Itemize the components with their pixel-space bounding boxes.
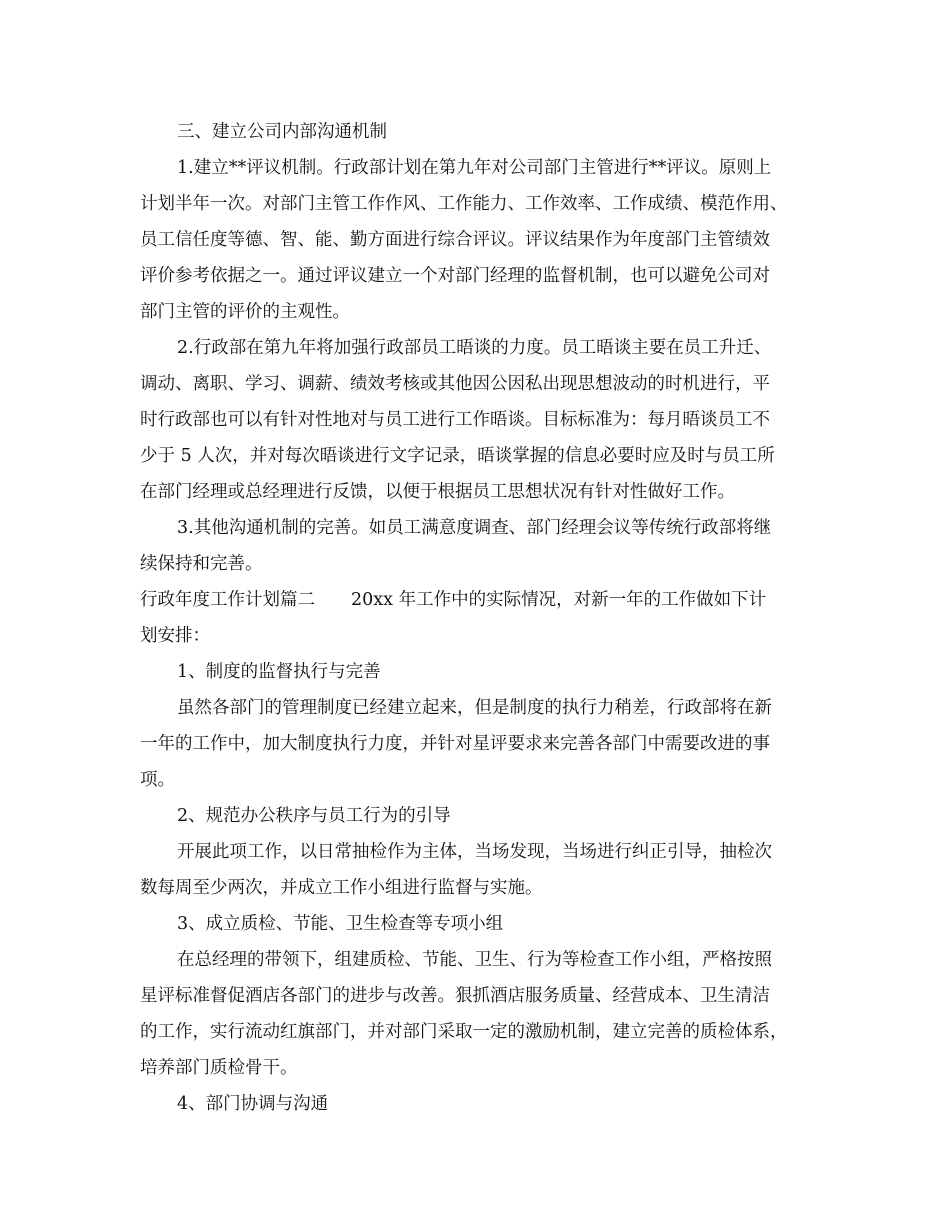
paragraph-line: 项。	[140, 770, 175, 790]
subsection-heading: 4、部门协调与沟通	[177, 1094, 329, 1114]
paragraph-line: 在总经理的带领下，组建质检、节能、卫生、行为等检查工作小组，严格按照	[177, 950, 772, 970]
paragraph-line: 员工信任度等德、智、能、勤方面进行综合评议。评议结果作为年度部门主管绩效	[140, 230, 770, 250]
paragraph-line: 评价参考依据之一。通过评议建立一个对部门经理的监督机制，也可以避免公司对	[140, 266, 770, 286]
paragraph-line: 调动、离职、学习、调薪、绩效考核或其他因公因私出现思想波动的时机进行，平	[140, 374, 770, 394]
paragraph-line: 数每周至少两次，并成立工作小组进行监督与实施。	[140, 878, 543, 898]
subsection-heading: 3、成立质检、节能、卫生检查等专项小组	[177, 914, 504, 934]
paragraph-line: 一年的工作中，加大制度执行力度，并针对星评要求来完善各部门中需要改进的事	[140, 734, 770, 754]
paragraph-line: 培养部门质检骨干。	[140, 1058, 298, 1078]
paragraph-line: 1.建立**评议机制。行政部计划在第九年对公司部门主管进行**评议。原则上	[177, 158, 772, 178]
paragraph-line: 少于 5 人次，并对每次晤谈进行文字记录，晤谈掌握的信息必要时应及时与员工所	[140, 446, 775, 466]
paragraph-line: 开展此项工作，以日常抽检作为主体，当场发现，当场进行纠正引导，抽检次	[177, 842, 772, 862]
paragraph-line: 3.其他沟通机制的完善。如员工满意度调查、部门经理会议等传统行政部将继	[177, 518, 772, 538]
paragraph-line: 时行政部也可以有针对性地对与员工进行工作晤谈。目标标准为：每月晤谈员工不	[140, 410, 770, 430]
paragraph-line: 续保持和完善。	[140, 554, 263, 574]
paragraph-line: 划安排：	[140, 626, 210, 646]
paragraph-line: 计划半年一次。对部门主管工作作风、工作能力、工作效率、工作成绩、模范作用、	[140, 194, 788, 214]
paragraph-line: 星评标准督促酒店各部门的进步与改善。狠抓酒店服务质量、经营成本、卫生清洁	[140, 986, 770, 1006]
paragraph-line: 20xx 年工作中的实际情况，对新一年的工作做如下计	[351, 590, 767, 610]
paragraph-line: 部门主管的评价的主观性。	[140, 302, 350, 322]
section-heading: 三、建立公司内部沟通机制	[177, 122, 387, 142]
article-title-line	[140, 588, 766, 612]
article-title: 行政年度工作计划篇二	[140, 590, 315, 610]
paragraph-line: 的工作，实行流动红旗部门，并对部门采取一定的激励机制，建立完善的质检体系，	[140, 1022, 788, 1042]
paragraph-line: 2.行政部在第九年将加强行政部员工晤谈的力度。员工晤谈主要在员工升迁、	[177, 338, 772, 358]
subsection-heading: 2、规范办公秩序与员工行为的引导	[177, 806, 451, 826]
paragraph-line: 在部门经理或总经理进行反馈，以便于根据员工思想状况有针对性做好工作。	[140, 482, 735, 502]
paragraph-line: 虽然各部门的管理制度已经建立起来，但是制度的执行力稍差，行政部将在新	[177, 698, 772, 718]
subsection-heading: 1、制度的监督执行与完善	[177, 662, 381, 682]
